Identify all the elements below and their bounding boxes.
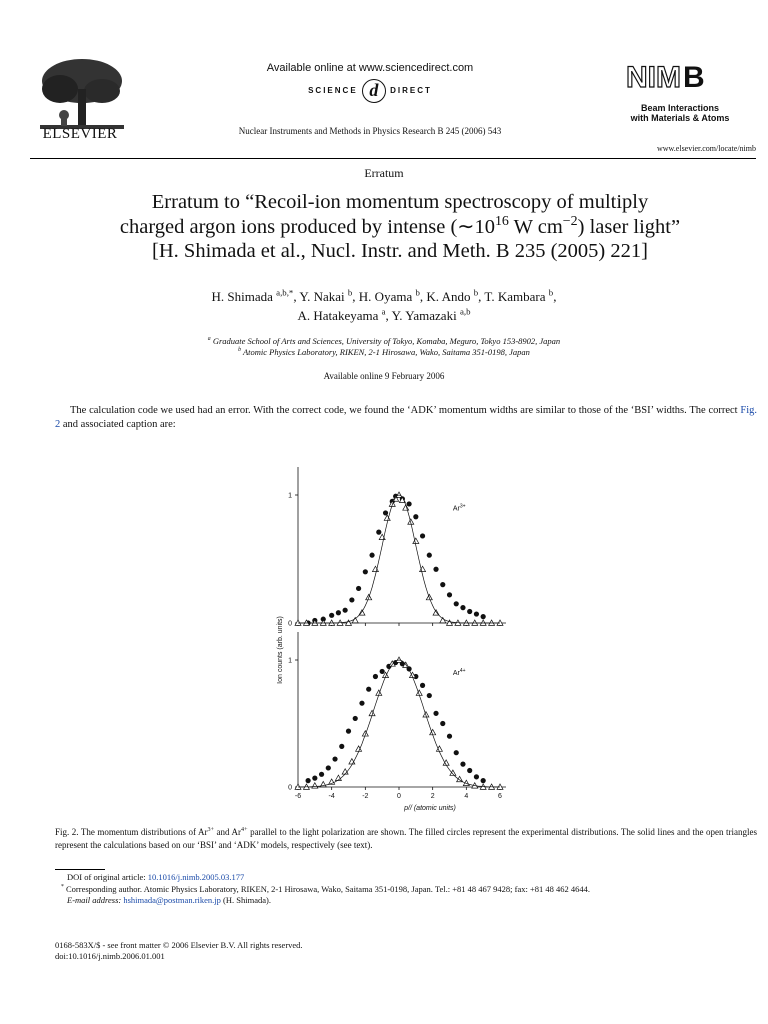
section-label: Erratum bbox=[364, 166, 404, 180]
data-point-circle bbox=[433, 567, 438, 572]
ion-charge: 3+ bbox=[459, 503, 466, 510]
sd-left-word: SCIENCE bbox=[308, 86, 358, 95]
data-point-circle bbox=[454, 601, 459, 606]
sciencedirect-logo bbox=[270, 78, 470, 104]
sd-right-word: DIRECT bbox=[390, 86, 432, 95]
footnote-doi bbox=[55, 872, 757, 884]
data-point-circle bbox=[447, 592, 452, 597]
title-line-2 bbox=[40, 215, 760, 240]
author-3: , H. Oyama bbox=[352, 289, 413, 304]
data-point-circle bbox=[376, 530, 381, 535]
corresponding-text: Corresponding author. Atomic Physics Laboratory, RIKEN, 2-1 Hirosawa, Wako, Saitama 351-0198, Japan. Tel.: +81 48 467 9428; fax: +81 48 462 4644. bbox=[63, 883, 590, 894]
affiliation-b bbox=[60, 347, 708, 358]
data-point-circle bbox=[407, 501, 412, 506]
y-tick-label: 0 bbox=[288, 620, 292, 628]
author-4-affil[interactable]: b bbox=[473, 287, 479, 298]
email-label: E-mail address: bbox=[67, 895, 124, 905]
data-point-circle bbox=[481, 614, 486, 619]
nimb-mark-text: NIM bbox=[626, 61, 681, 94]
data-point-circle bbox=[353, 716, 358, 721]
data-point-circle bbox=[306, 778, 311, 783]
data-point-circle bbox=[319, 772, 324, 777]
data-point-circle bbox=[349, 597, 354, 602]
data-point-circle bbox=[433, 711, 438, 716]
publisher-name: ELSEVIER bbox=[42, 126, 118, 142]
body-paragraph bbox=[55, 404, 757, 432]
sd-d-icon: d bbox=[362, 79, 386, 103]
data-point-circle bbox=[454, 750, 459, 755]
nimb-subtitle-line1: Beam Interactions bbox=[640, 103, 720, 113]
article-title bbox=[40, 190, 760, 264]
data-point-circle bbox=[447, 734, 452, 739]
data-point-circle bbox=[440, 721, 445, 726]
x-axis-label bbox=[403, 805, 456, 812]
data-point-triangle bbox=[450, 770, 456, 775]
data-point-circle bbox=[460, 762, 465, 767]
data-point-circle bbox=[440, 582, 445, 587]
x-tick-label: -6 bbox=[294, 793, 302, 800]
header-divider bbox=[30, 158, 756, 159]
footnote-star: * bbox=[61, 883, 64, 890]
fig-2-link[interactable]: Fig. 2 bbox=[55, 405, 757, 430]
doi-line: doi:10.1016/j.nimb.2006.01.001 bbox=[55, 951, 165, 961]
author-6: A. Hatakeyama bbox=[297, 308, 379, 323]
x-tick-label: -2 bbox=[362, 793, 369, 800]
data-point-circle bbox=[460, 605, 465, 610]
author-1-affil[interactable]: a,b,* bbox=[276, 287, 294, 298]
author-2-affil[interactable]: b bbox=[347, 287, 353, 298]
author-5-comma: , bbox=[553, 289, 557, 304]
journal-citation: Nuclear Instruments and Methods in Physics Research B 245 (2006) 543 bbox=[238, 126, 502, 136]
affiliation-a-mark: a bbox=[207, 336, 211, 343]
title-line-2b: W cm bbox=[508, 215, 563, 238]
data-point-circle bbox=[329, 613, 334, 618]
plot-top-panel bbox=[288, 467, 506, 628]
data-point-circle bbox=[366, 687, 371, 692]
author-7-affil[interactable]: a,b bbox=[459, 306, 471, 317]
affiliation-a bbox=[60, 336, 708, 347]
email-after: (H. Shimada). bbox=[220, 895, 271, 905]
email-link[interactable]: hshimada@postman.riken.jp bbox=[123, 895, 221, 905]
caption-sup-a: 3+ bbox=[207, 827, 214, 833]
affiliation-b-mark: b bbox=[238, 347, 241, 354]
affiliations bbox=[60, 336, 708, 358]
y-tick-label: 1 bbox=[288, 657, 292, 665]
figure-caption bbox=[55, 826, 757, 851]
data-point-circle bbox=[467, 768, 472, 773]
y-axis-label: Ion counts (arb. units) bbox=[277, 616, 284, 684]
ion-annotation bbox=[453, 668, 466, 677]
data-point-circle bbox=[359, 701, 364, 706]
author-7: , Y. Yamazaki bbox=[385, 308, 457, 323]
affiliation-b-text: Atomic Physics Laboratory, RIKEN, 2-1 Hirosawa, Wako, Saitama 351-0198, Japan bbox=[242, 347, 530, 357]
nimb-b-letter: B bbox=[683, 61, 705, 94]
data-point-circle bbox=[373, 674, 378, 679]
data-point-circle bbox=[336, 610, 341, 615]
footnotes bbox=[55, 872, 757, 907]
data-point-circle bbox=[481, 778, 486, 783]
issn-line: 0168-583X/$ - see front matter © 2006 Elsevier B.V. All rights reserved. bbox=[55, 940, 303, 950]
x-tick-label: 4 bbox=[464, 793, 469, 800]
ion-symbol: Ar bbox=[452, 670, 460, 678]
data-point-circle bbox=[346, 729, 351, 734]
author-5: , T. Kambara bbox=[478, 289, 546, 304]
doi-label: DOI of original article: bbox=[67, 872, 148, 882]
author-4: , K. Ando bbox=[419, 289, 471, 304]
data-point-circle bbox=[339, 744, 344, 749]
data-point-circle bbox=[326, 765, 331, 770]
author-5-affil[interactable]: b bbox=[548, 287, 554, 298]
ion-charge: 4+ bbox=[459, 668, 466, 675]
x-tick-label: -4 bbox=[328, 793, 335, 800]
data-point-triangle bbox=[312, 783, 318, 788]
data-point-circle bbox=[356, 586, 361, 591]
footnote-corresponding bbox=[55, 884, 757, 896]
data-point-circle bbox=[427, 553, 432, 558]
data-point-circle bbox=[467, 609, 472, 614]
title-line-3: [H. Shimada et al., Nucl. Instr. and Meth. B 235 (2005) 221] bbox=[152, 240, 648, 262]
original-doi-link[interactable]: 10.1016/j.nimb.2005.03.177 bbox=[147, 872, 245, 882]
data-point-circle bbox=[380, 669, 385, 674]
x-tick-label: 6 bbox=[498, 793, 502, 800]
data-point-circle bbox=[420, 683, 425, 688]
author-3-affil[interactable]: b bbox=[415, 287, 420, 298]
title-line-2c: ) laser light” bbox=[577, 215, 681, 238]
footnote-email bbox=[55, 895, 757, 907]
model-curve bbox=[298, 495, 500, 623]
x-tick-label: 2 bbox=[430, 793, 435, 800]
bottom-metadata bbox=[55, 940, 555, 962]
y-tick-label: 0 bbox=[288, 784, 292, 792]
caption-part-b: and Ar bbox=[213, 827, 242, 837]
data-point-circle bbox=[332, 756, 337, 761]
ion-symbol: Ar bbox=[452, 505, 460, 513]
body-text-2: and associated caption are: bbox=[60, 419, 176, 430]
data-point-circle bbox=[312, 776, 317, 781]
data-point-circle bbox=[369, 553, 374, 558]
author-list bbox=[60, 287, 708, 325]
footnote-divider bbox=[55, 869, 105, 870]
available-date: Available online 9 February 2006 bbox=[323, 371, 445, 381]
data-point-circle bbox=[474, 774, 479, 779]
data-point-circle bbox=[363, 569, 368, 574]
ion-annotation bbox=[453, 503, 466, 512]
x-tick-label: 0 bbox=[397, 793, 401, 800]
data-point-circle bbox=[343, 608, 348, 613]
title-line-2a: charged argon ions produced by intense (∼10 bbox=[119, 215, 495, 238]
figure-2-chart bbox=[270, 465, 530, 820]
data-point-circle bbox=[420, 533, 425, 538]
plot-bottom-panel bbox=[288, 632, 506, 800]
nimb-subtitle bbox=[606, 103, 754, 123]
data-point-triangle bbox=[413, 538, 419, 543]
title-exp-1: 16 bbox=[494, 213, 509, 229]
caption-part-a: Fig. 2. The momentum distributions of Ar bbox=[55, 827, 208, 837]
available-online-text: Available online at www.sciencedirect.com bbox=[266, 62, 474, 74]
data-point-circle bbox=[427, 693, 432, 698]
title-exp-2: −2 bbox=[562, 213, 578, 229]
affiliation-a-text: Graduate School of Arts and Sciences, University of Tokyo, Komaba, Meguro, Tokyo 153-8902, Japan bbox=[212, 336, 561, 346]
caption-part-c: parallel to the light polarization are shown. The filled circles represent the experimental distributions. The solid lines and the open triangles represent the calculations based on our ‘BSI’ and ‘ADK’ models, respectively (see text). bbox=[55, 827, 757, 850]
y-tick-label: 1 bbox=[288, 492, 292, 500]
x-axis-label-text: p// (atomic units) bbox=[404, 805, 456, 812]
author-6-affil[interactable]: a bbox=[381, 306, 386, 317]
journal-url[interactable]: www.elsevier.com/locate/nimb bbox=[656, 144, 756, 153]
author-2: , Y. Nakai bbox=[293, 289, 345, 304]
data-point-circle bbox=[413, 514, 418, 519]
data-point-circle bbox=[474, 611, 479, 616]
body-text-1: The calculation code we used had an error. With the correct code, we found the ‘ADK’ momentum widths are similar to those of the ‘BSI’ widths. The correct bbox=[70, 405, 741, 416]
caption-sup-b: 4+ bbox=[241, 827, 248, 833]
author-1: H. Shimada bbox=[211, 289, 273, 304]
nimb-subtitle-line2: with Materials & Atoms bbox=[630, 113, 730, 123]
title-line-1: Erratum to “Recoil-ion momentum spectroscopy of multiply bbox=[151, 191, 649, 213]
